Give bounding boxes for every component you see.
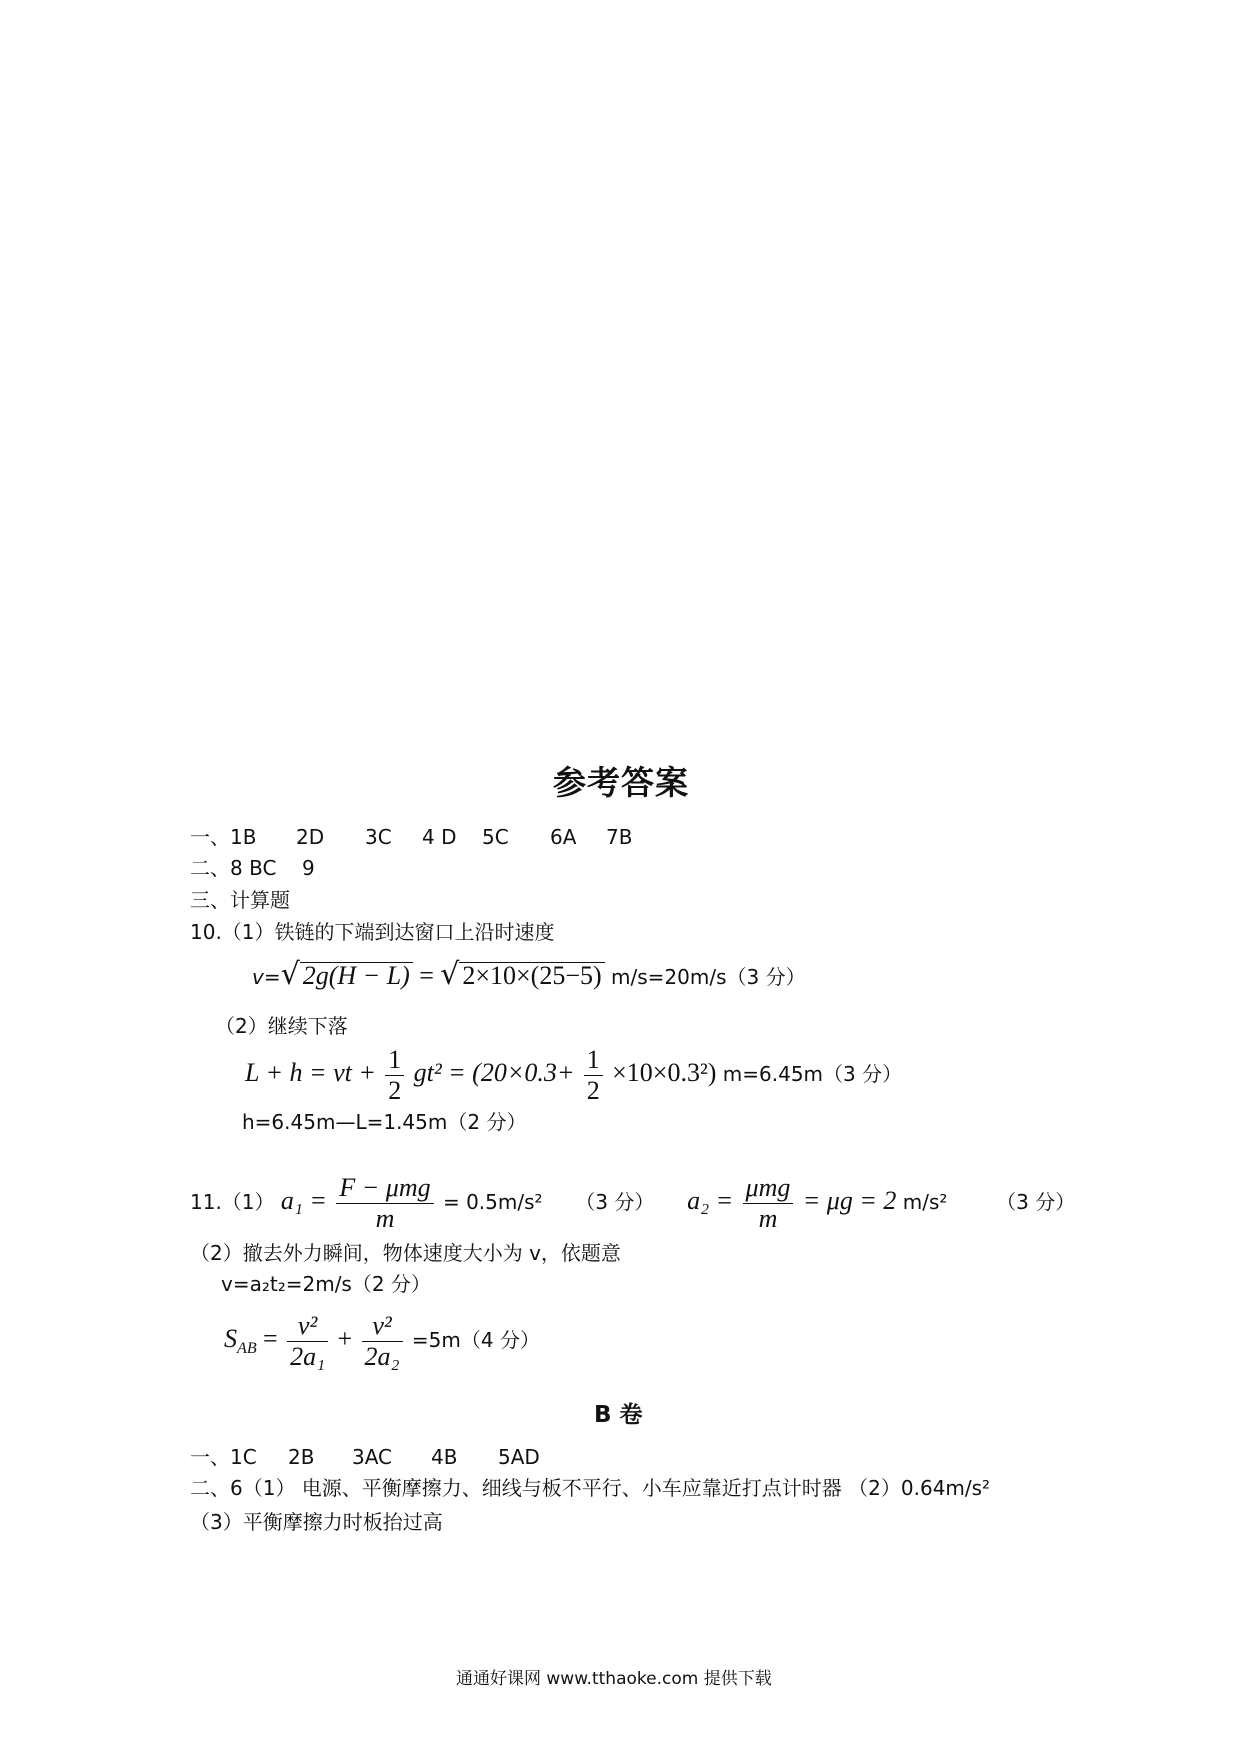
answer-2: 2D — [296, 825, 325, 849]
section-2-prefix: 二、 — [190, 856, 230, 880]
frac-numerator: v² — [372, 1311, 392, 1340]
section-1-answers — [190, 827, 256, 847]
q10-eq1-rad1: 2g(H − L) — [300, 962, 413, 989]
page-title: 参考答案 — [553, 763, 689, 802]
answer-8: 8 BC — [230, 856, 277, 880]
q10-eq2-frac1 — [385, 1047, 404, 1104]
q11-sab-sub: AB — [237, 1340, 257, 1358]
part-b-title: B 卷 — [594, 1402, 643, 1428]
q11-a2-frac — [743, 1175, 794, 1232]
q11-sab — [224, 1313, 540, 1370]
q10-eq1-result: m/s=20m/s（3 分） — [604, 965, 806, 989]
part-b-answer-5: 5AD — [498, 1445, 540, 1469]
q11-a1-lhs: a₁ = — [280, 1186, 327, 1215]
q11-part2: （2）撤去外力瞬间，物体速度大小为 v，依题意 — [190, 1241, 621, 1265]
frac-denominator: 2a₁ — [287, 1341, 328, 1370]
q11-sab-eq: = — [263, 1324, 278, 1353]
frac-denominator: 2 — [385, 1075, 404, 1104]
part-b-s2-line2: （3）平衡摩擦力时板抬过高 — [190, 1510, 443, 1534]
q10-eq2-lhs: L + h = vt + — [245, 1058, 376, 1087]
q11-sab-plus: + — [337, 1324, 353, 1353]
part-b-s1-prefix: 一、 — [190, 1445, 230, 1469]
q10-eq1-rad2: 2×10×(25−5) — [459, 962, 604, 989]
q11-a1-score: （3 分） — [575, 1190, 655, 1214]
q11-sab-frac1 — [287, 1313, 328, 1370]
answer-5: 5C — [482, 825, 509, 849]
q10-eq1 — [252, 957, 806, 992]
q11-sab-frac2 — [362, 1313, 403, 1370]
q11-a2-mid: = μg = 2 — [802, 1186, 897, 1215]
section-3-heading: 三、计算题 — [190, 888, 290, 912]
q11-a2-lhs: a₂ = — [687, 1186, 734, 1215]
q11-a2-unit: m/s² — [896, 1190, 948, 1214]
q11-eq-v: v=a₂t₂=2m/s（2 分） — [221, 1272, 431, 1296]
q11-a1-frac — [336, 1175, 433, 1232]
q10-eq2-result: m=6.45m（3 分） — [716, 1062, 903, 1086]
q11-a1-result: = 0.5m/s² — [442, 1190, 543, 1214]
frac-denominator: m — [336, 1203, 433, 1232]
part-b-answer-4: 4B — [431, 1445, 458, 1469]
q10-eq2-tail: ×10×0.3²) — [612, 1058, 717, 1087]
q10-eq2 — [245, 1047, 902, 1104]
q11-a2-score: （3 分） — [996, 1190, 1076, 1214]
answer-1: 1B — [230, 825, 257, 849]
frac-numerator: 1 — [586, 1045, 600, 1074]
page-footer: 通通好课网 www.tthaoke.com 提供下载 — [456, 1669, 772, 1689]
part-b-answer-2: 2B — [288, 1445, 315, 1469]
q11-sab-lhs: $S_{AB}$ — [224, 1324, 257, 1358]
q10-eq1-prefix: v= — [252, 965, 281, 989]
answer-3: 3C — [365, 825, 392, 849]
q11-sab-result: =5m（4 分） — [411, 1328, 540, 1352]
frac-denominator: 2a₂ — [362, 1341, 403, 1370]
section-2-answers — [190, 858, 276, 878]
answer-7: 7B — [606, 825, 633, 849]
q10-part2: （2）继续下落 — [215, 1014, 348, 1038]
q10-eq2-mid: gt² = (20×0.3+ — [413, 1058, 575, 1087]
part-b-answer-1: 1C — [230, 1445, 257, 1469]
q10-eq3: h=6.45m—L=1.45m（2 分） — [242, 1110, 527, 1134]
frac-numerator: v² — [297, 1311, 318, 1340]
answer-9: 9 — [302, 856, 315, 880]
frac-numerator: μmg — [745, 1173, 791, 1202]
frac-denominator: 2 — [584, 1075, 603, 1104]
sqrt-icon: √ — [280, 957, 300, 992]
part-b-answer-3: 3AC — [352, 1445, 393, 1469]
frac-denominator: m — [743, 1203, 794, 1232]
frac-numerator: F − μmg — [339, 1173, 431, 1202]
part-b-s2-line1: 二、6（1） 电源、平衡摩擦力、细线与板不平行、小车应靠近打点计时器 （2）0.64m/s² — [190, 1476, 991, 1500]
q10-part1: 10.（1）铁链的下端到达窗口上沿时速度 — [190, 920, 555, 944]
section-1-prefix: 一、 — [190, 825, 230, 849]
answer-4: 4 D — [422, 825, 457, 849]
frac-numerator: 1 — [388, 1045, 402, 1074]
q10-eq1-eq: = — [419, 961, 434, 990]
q11-line1 — [190, 1175, 1075, 1232]
sqrt-icon: √ — [440, 957, 460, 992]
q11-label: 11.（1） — [190, 1190, 275, 1214]
answer-6: 6A — [550, 825, 577, 849]
q10-eq2-frac2 — [584, 1047, 603, 1104]
